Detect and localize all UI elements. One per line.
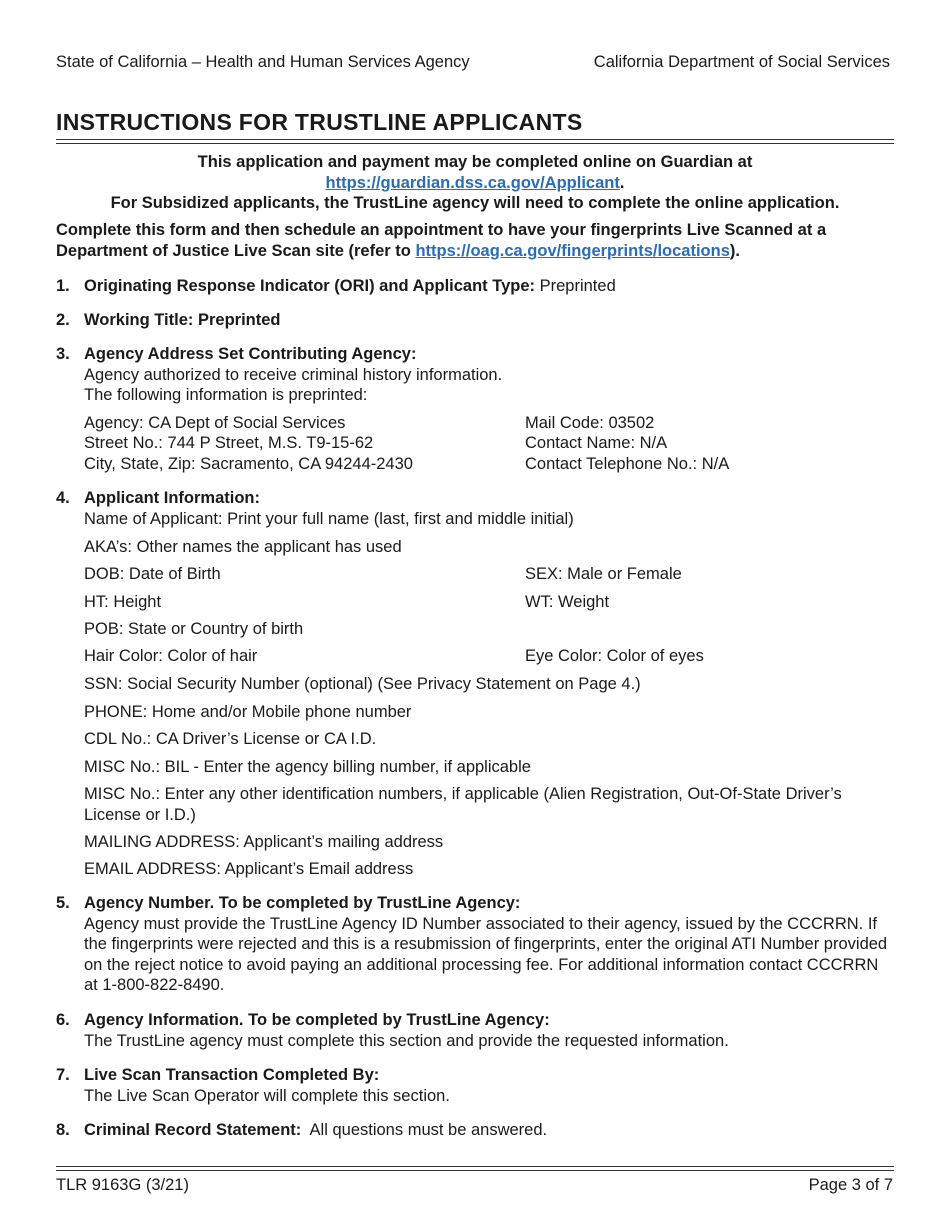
item-text: The Live Scan Operator will complete this section. bbox=[84, 1086, 450, 1105]
item-number: 1. bbox=[56, 277, 70, 295]
field-misc-other: MISC No.: Enter any other identification numbers, if applicable (Alien Registration, Out-Of-State Driver’s License or I.D.) bbox=[84, 785, 842, 824]
field-dob: DOB: Date of Birth bbox=[84, 565, 221, 583]
field-weight: WT: Weight bbox=[525, 593, 610, 611]
field-aka: AKA’s: Other names the applicant has used bbox=[84, 538, 402, 556]
item-number: 2. bbox=[56, 311, 70, 329]
item-number: 4. bbox=[56, 489, 70, 507]
field-phone: PHONE: Home and/or Mobile phone number bbox=[84, 703, 412, 721]
online-notice-link-line bbox=[56, 173, 894, 194]
item-4 bbox=[56, 488, 894, 509]
subsidized-notice: For Subsidized applicants, the TrustLine agency will need to complete the online application. bbox=[110, 194, 840, 212]
agency-name: Agency: CA Dept of Social Services bbox=[84, 413, 346, 432]
item-text: Agency must provide the TrustLine Agency ID Number associated to their agency, issued by the CCCRRN. If the fingerprints were rejected and this is a resubmission of fingerprints, enter the original ATI Number provided on the reject notice to avoid paying an additional processing fee. For additional information contact CCCRRN at 1-800-822-8490. bbox=[84, 914, 888, 994]
item-5 bbox=[56, 893, 894, 996]
contact-name: Contact Name: N/A bbox=[525, 434, 668, 452]
field-eye: Eye Color: Color of eyes bbox=[525, 647, 704, 665]
item-text: The TrustLine agency must complete this section and provide the requested information. bbox=[84, 1031, 729, 1050]
field-height: HT: Height bbox=[84, 593, 162, 611]
field-misc-bil: MISC No.: BIL - Enter the agency billing number, if applicable bbox=[84, 758, 531, 776]
title-divider bbox=[56, 139, 894, 144]
item-label: Originating Response Indicator (ORI) and Applicant Type: bbox=[84, 277, 536, 295]
guardian-link[interactable]: https://guardian.dss.ca.gov/Applicant bbox=[325, 174, 620, 192]
field-email: EMAIL ADDRESS: Applicant’s Email address bbox=[84, 860, 414, 878]
item-label: Applicant Information: bbox=[84, 489, 260, 507]
item-number: 8. bbox=[56, 1121, 70, 1139]
field-name: Name of Applicant: Print your full name (last, first and middle initial) bbox=[84, 510, 574, 528]
item-label: Live Scan Transaction Completed By: bbox=[84, 1066, 380, 1084]
field-ssn: SSN: Social Security Number (optional) (See Privacy Statement on Page 4.) bbox=[84, 675, 641, 693]
online-notice-line1: This application and payment may be completed online on Guardian at bbox=[197, 153, 753, 171]
field-pob: POB: State or Country of birth bbox=[84, 620, 304, 638]
item-1 bbox=[56, 276, 894, 297]
intro-paragraph bbox=[56, 220, 894, 261]
item-6 bbox=[56, 1010, 894, 1051]
item-number: 7. bbox=[56, 1066, 70, 1084]
page-title: INSTRUCTIONS FOR TRUSTLINE APPLICANTS bbox=[56, 109, 583, 135]
contact-phone: Contact Telephone No.: N/A bbox=[525, 454, 730, 473]
livescan-locations-link[interactable]: https://oag.ca.gov/fingerprints/locations bbox=[415, 241, 730, 260]
item-label: Working Title: Preprinted bbox=[84, 311, 281, 329]
agency-street: Street No.: 744 P Street, M.S. T9-15-62 bbox=[84, 434, 374, 452]
header-department: California Department of Social Services bbox=[593, 53, 890, 71]
item-text: Agency authorized to receive criminal history information. bbox=[84, 365, 503, 384]
item-text: Preprinted bbox=[535, 277, 616, 295]
item-text: All questions must be answered. bbox=[301, 1121, 548, 1139]
field-cdl: CDL No.: CA Driver’s License or CA I.D. bbox=[84, 730, 377, 748]
intro-end: ). bbox=[729, 241, 740, 260]
item-text: The following information is preprinted: bbox=[84, 386, 368, 404]
footer-divider bbox=[56, 1166, 894, 1171]
notice-period: . bbox=[619, 174, 625, 192]
item-number: 5. bbox=[56, 894, 70, 912]
item-label: Agency Information. To be completed by TrustLine Agency: bbox=[84, 1011, 550, 1029]
item-number: 6. bbox=[56, 1011, 70, 1029]
item-label: Agency Address Set Contributing Agency: bbox=[84, 345, 417, 363]
item-8 bbox=[56, 1120, 894, 1141]
item-number: 3. bbox=[56, 345, 70, 363]
mail-code: Mail Code: 03502 bbox=[525, 413, 655, 432]
item-7 bbox=[56, 1065, 894, 1106]
field-mailing: MAILING ADDRESS: Applicant’s mailing address bbox=[84, 833, 444, 851]
page-number: Page 3 of 7 bbox=[808, 1176, 893, 1194]
intro-text: Complete this form and then schedule an appointment to have your fingerprints Live Scanned at a Department of Justice Live Scan site (refer to bbox=[56, 221, 827, 260]
item-label: Agency Number. To be completed by TrustLine Agency: bbox=[84, 894, 521, 912]
item-3 bbox=[56, 344, 894, 474]
header-agency: State of California – Health and Human Services Agency bbox=[56, 53, 470, 71]
form-number: TLR 9163G (3/21) bbox=[56, 1176, 189, 1194]
item-label: Criminal Record Statement: bbox=[84, 1121, 302, 1139]
field-sex: SEX: Male or Female bbox=[525, 565, 682, 583]
item-2 bbox=[56, 310, 894, 331]
agency-city: City, State, Zip: Sacramento, CA 94244-2430 bbox=[84, 454, 413, 473]
field-hair: Hair Color: Color of hair bbox=[84, 647, 258, 665]
